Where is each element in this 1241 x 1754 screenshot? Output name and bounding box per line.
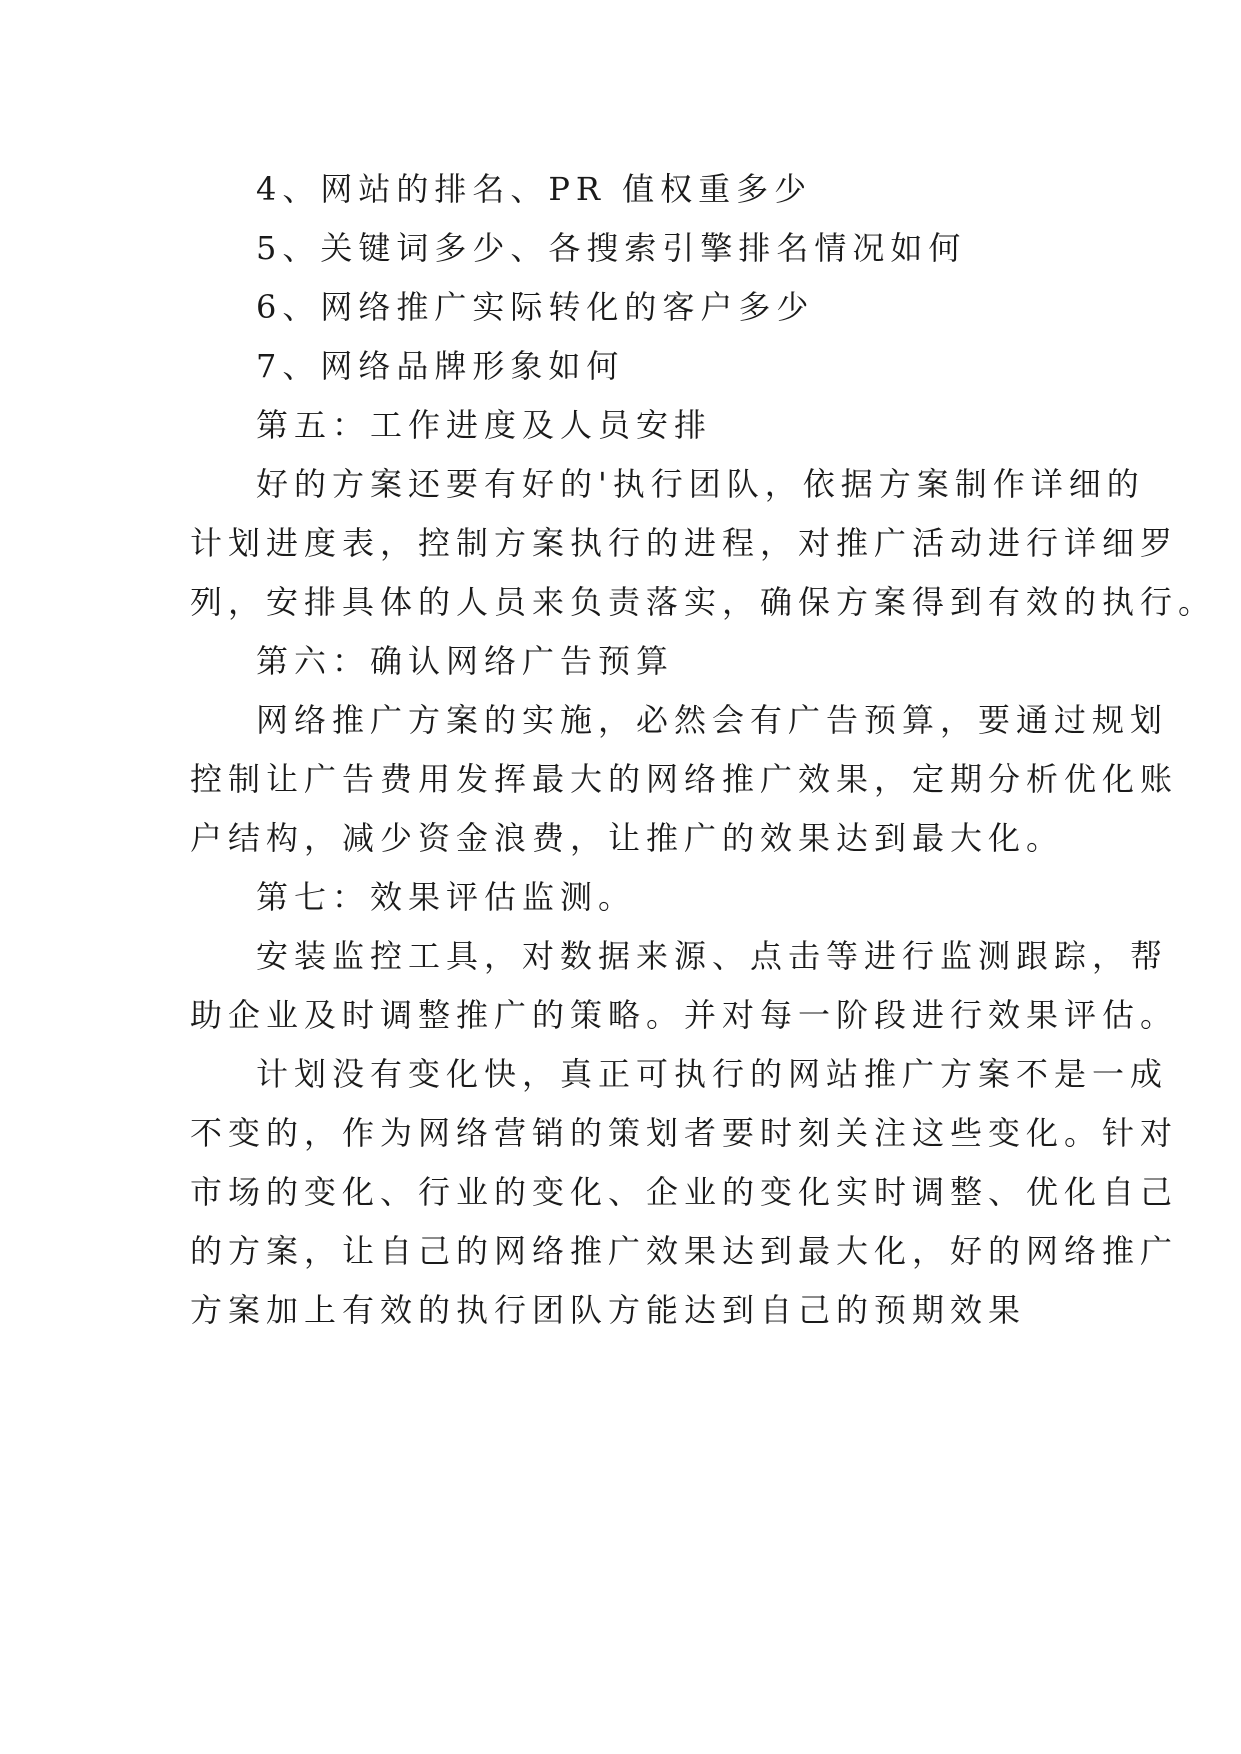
list-item-5: 5、关键词多少、各搜索引擎排名情况如何	[256, 229, 967, 267]
paragraph-line: 计划没有变化快，真正可执行的网站推广方案不是一成	[256, 1055, 1169, 1093]
paragraph-line: 计划进度表，控制方案执行的进程，对推广活动进行详细罗	[190, 524, 1179, 562]
list-item-6: 6、网络推广实际转化的客户多少	[256, 288, 815, 326]
paragraph-line: 列，安排具体的人员来负责落实，确保方案得到有效的执行。	[190, 583, 1217, 621]
section-heading-7: 第七：效果评估监测。	[256, 878, 637, 916]
document-body	[190, 160, 1217, 1340]
paragraph-line: 市场的变化、行业的变化、企业的变化实时调整、优化自己	[190, 1173, 1179, 1211]
section-heading-6: 第六：确认网络广告预算	[256, 642, 675, 680]
paragraph-line: 网络推广方案的实施，必然会有广告预算，要通过规划	[256, 701, 1169, 739]
list-item-4: 4、网站的排名、PR 值权重多少	[256, 170, 813, 208]
paragraph-line: 方案加上有效的执行团队方能达到自己的预期效果	[190, 1291, 1027, 1329]
paragraph-line: 安装监控工具，对数据来源、点击等进行监测跟踪，帮	[256, 937, 1169, 975]
paragraph-line: 不变的，作为网络营销的策划者要时刻关注这些变化。针对	[190, 1114, 1179, 1152]
paragraph-line: 好的方案还要有好的'执行团队，依据方案制作详细的	[256, 465, 1145, 503]
paragraph-line: 的方案，让自己的网络推广效果达到最大化，好的网络推广	[190, 1232, 1179, 1270]
paragraph-line: 户结构，减少资金浪费，让推广的效果达到最大化。	[190, 819, 1065, 857]
paragraph-line: 控制让广告费用发挥最大的网络推广效果，定期分析优化账	[190, 760, 1179, 798]
section-heading-5: 第五：工作进度及人员安排	[256, 406, 713, 444]
paragraph-line: 助企业及时调整推广的策略。并对每一阶段进行效果评估。	[190, 996, 1179, 1034]
list-item-7: 7、网络品牌形象如何	[256, 347, 625, 385]
